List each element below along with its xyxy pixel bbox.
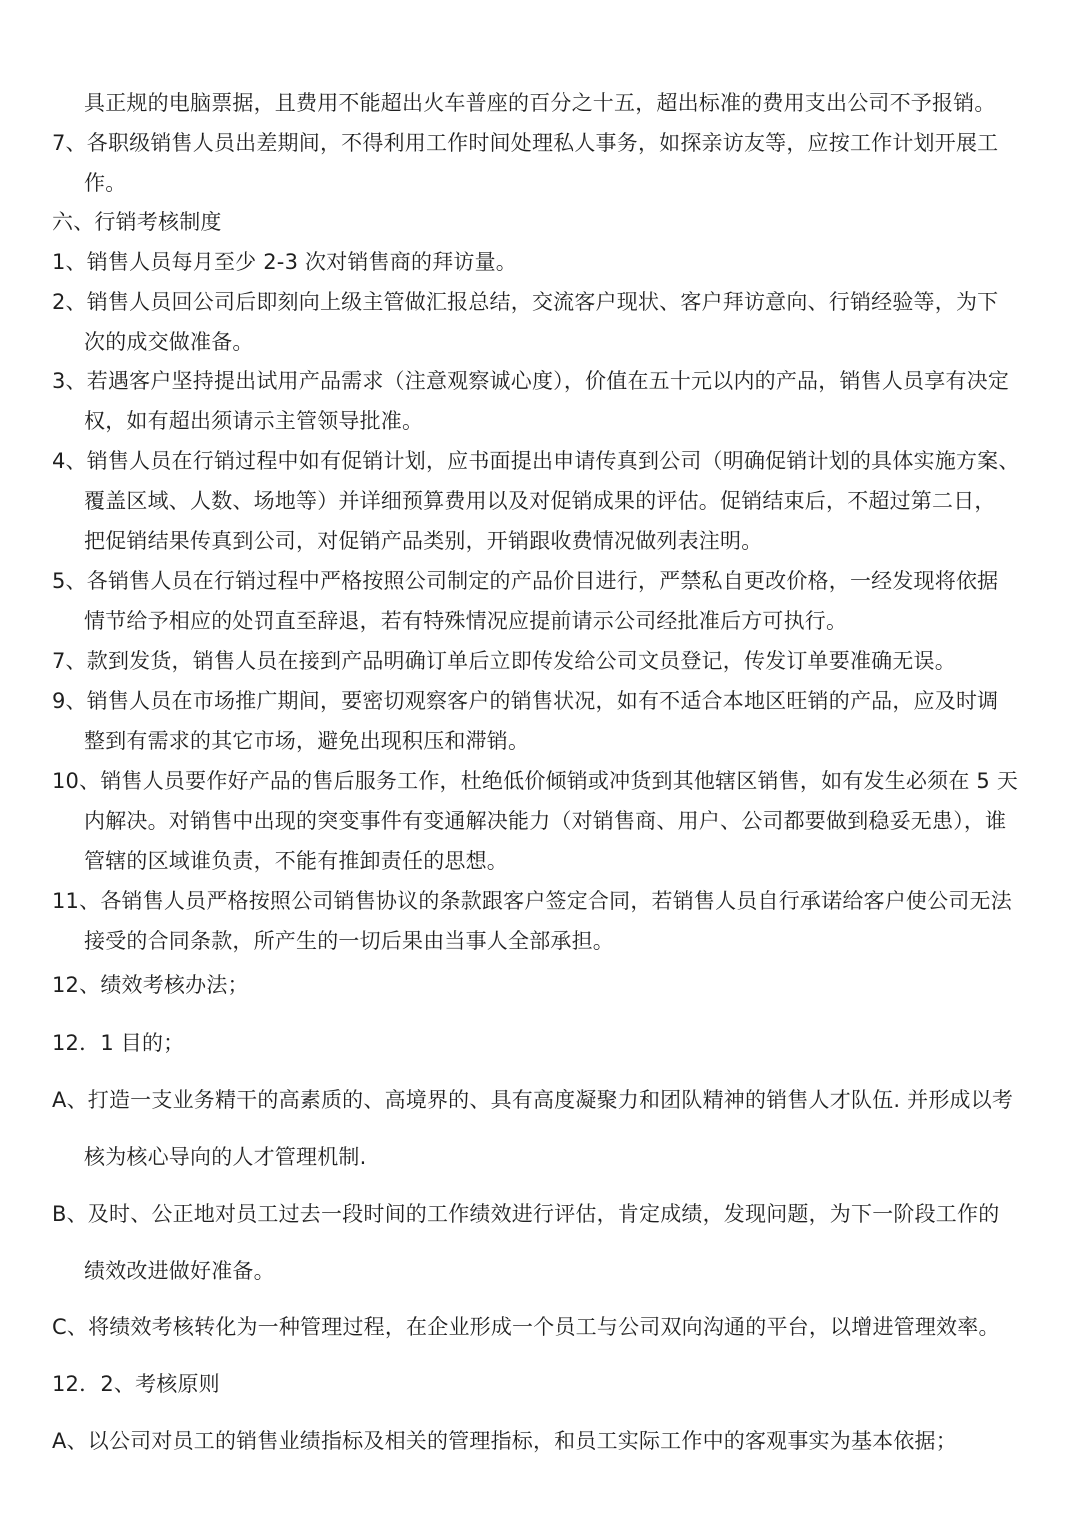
list-item-b: B、及时、公正地对员工过去一段时间的工作绩效进行评估，肯定成绩，发现问题，为下一阶段工作的	[52, 1202, 1000, 1226]
list-item-c: C、将绩效考核转化为一种管理过程，在企业形成一个员工与公司双向沟通的平台，以增进管理效率。	[52, 1315, 1000, 1339]
text-line: 覆盖区域、人数、场地等）并详细预算费用以及对促销成果的评估。促销结束后，不超过第二日，	[84, 489, 996, 513]
list-item-2: 2、销售人员回公司后即刻向上级主管做汇报总结，交流客户现状、客户拜访意向、行销经验等，为下	[52, 290, 999, 314]
text-line: 绩效改进做好准备。	[84, 1259, 275, 1283]
text-line: 作。	[84, 171, 127, 195]
text-line: 整到有需求的其它市场，避免出现积压和滞销。	[84, 729, 530, 753]
text-line: 接受的合同条款，所产生的一切后果由当事人全部承担。	[84, 929, 614, 953]
list-item-a-principle: A、以公司对员工的销售业绩指标及相关的管理指标，和员工实际工作中的客观事实为基本依据；	[52, 1429, 957, 1453]
text-line: 把促销结果传真到公司，对促销产品类别，开销跟收费情况做列表注明。	[84, 529, 763, 553]
list-item-9: 9、销售人员在市场推广期间，要密切观察客户的销售状况，如有不适合本地区旺销的产品，应及时调	[52, 689, 999, 713]
text-line: 次的成交做准备。	[84, 330, 254, 354]
list-item-10: 10、销售人员要作好产品的售后服务工作，杜绝低价倾销或冲货到其他辖区销售，如有发生必须在 5 天	[52, 769, 1019, 793]
text-line: 情节给予相应的处罚直至辞退，若有特殊情况应提前请示公司经批准后方可执行。	[84, 609, 848, 633]
list-item-5: 5、各销售人员在行销过程中严格按照公司制定的产品价目进行，严禁私自更改价格，一经发现将依据	[52, 569, 999, 593]
list-item-a: A、打造一支业务精干的高素质的、高境界的、具有高度凝聚力和团队精神的销售人才队伍. 并形成以考	[52, 1088, 1014, 1112]
list-item-4: 4、销售人员在行销过程中如有促销计划，应书面提出申请传真到公司（明确促销计划的具体实施方案、	[52, 449, 1020, 473]
list-item-12: 12、绩效考核办法；	[52, 973, 249, 997]
subsection-heading-12-2: 12．2、考核原则	[52, 1372, 220, 1396]
subsection-heading-12-1: 12．1 目的；	[52, 1031, 185, 1055]
text-line: 管辖的区域谁负责，不能有推卸责任的思想。	[84, 849, 508, 873]
list-item-3: 3、若遇客户坚持提出试用产品需求（注意观察诚心度），价值在五十元以内的产品，销售人员享有决定	[52, 369, 1010, 393]
list-item-7: 7、款到发货，销售人员在接到产品明确订单后立即传发给公司文员登记，传发订单要准确无误。	[52, 649, 956, 673]
text-line: 具正规的电脑票据，且费用不能超出火车普座的百分之十五，超出标准的费用支出公司不予报销。	[84, 91, 996, 115]
list-item-7-travel: 7、各职级销售人员出差期间，不得利用工作时间处理私人事务，如探亲访友等，应按工作计划开展工	[52, 131, 999, 155]
text-line: 权，如有超出须请示主管领导批准。	[84, 409, 424, 433]
list-item-1: 1、销售人员每月至少 2-3 次对销售商的拜访量。	[52, 250, 518, 274]
list-item-11: 11、各销售人员严格按照公司销售协议的条款跟客户签定合同，若销售人员自行承诺给客户使公司无法	[52, 889, 1012, 913]
section-heading: 六、行销考核制度	[52, 210, 222, 234]
text-line: 内解决。对销售中出现的突变事件有变通解决能力（对销售商、用户、公司都要做到稳妥无患），谁	[84, 809, 1007, 833]
text-line: 核为核心导向的人才管理机制.	[84, 1145, 367, 1169]
